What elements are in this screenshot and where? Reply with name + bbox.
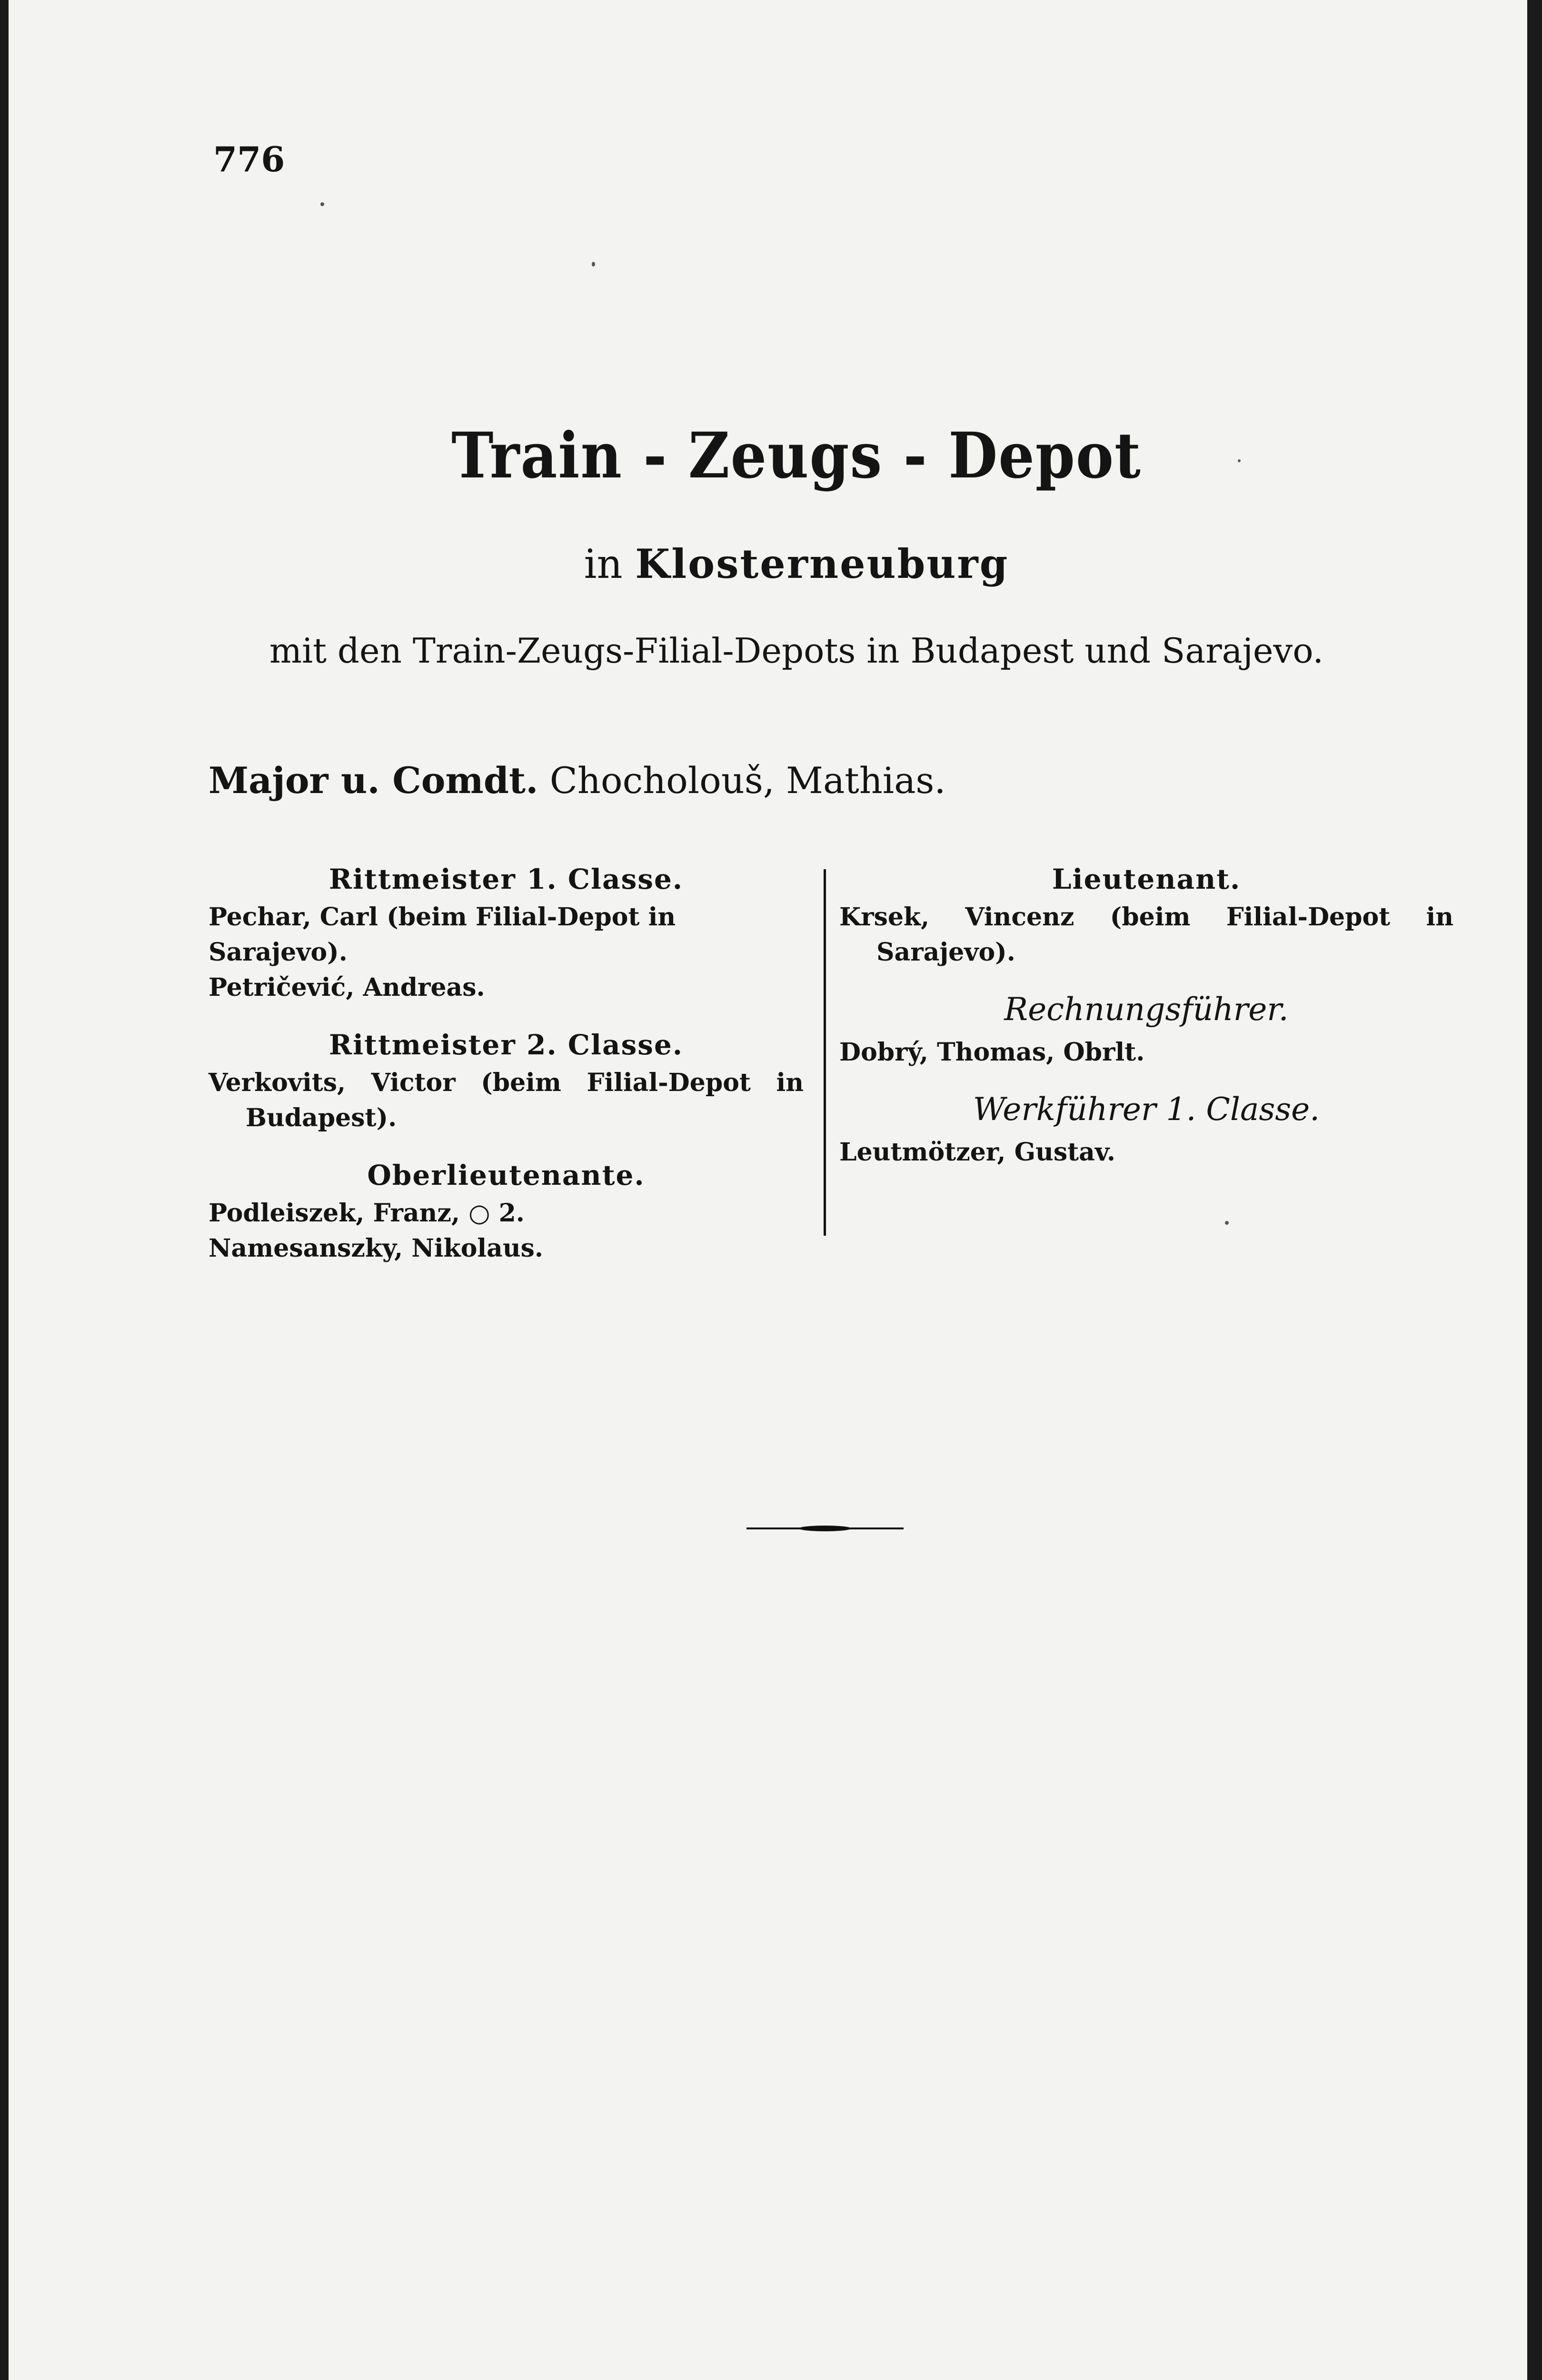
section-header: Rittmeister 2. Classe. [328,1029,684,1061]
list-item: Namesanszky, Nikolaus. [209,1234,544,1263]
page-number: 776 [213,139,285,179]
document-page [9,0,1527,2380]
speck-mark [1225,1221,1229,1225]
left-column [209,862,804,1266]
speck-mark [592,262,595,267]
subtitle-prefix: in [584,541,623,587]
list-item: Podleiszek, Franz, ○ 2. [209,1199,525,1228]
page-title: Train - Zeugs - Depot [451,419,1142,493]
commander-name: Chocholouš, Mathias. [549,759,946,802]
list-item: Petričević, Andreas. [209,973,485,1002]
list-item: Krsek, Vincenz (beim Filial-Depot in Sarajevo). [839,902,1453,967]
section-header: Rechnungsführer. [1004,991,1289,1028]
commander-rank: Major u. Comdt. [209,759,538,802]
commander-line [209,759,946,802]
list-item: Leutmötzer, Gustav. [839,1138,1115,1167]
list-item: Dobrý, Thomas, Obrlt. [839,1038,1145,1067]
ornament-divider-icon [746,1523,904,1534]
section-header: Lieutenant. [1052,863,1241,895]
depot-description: mit den Train-Zeugs-Filial-Depots in Budapest und Sarajevo. [269,631,1324,671]
list-item: Pechar, Carl (beim Filial-Depot in Sarajevo). [209,902,676,967]
speck-mark [320,202,324,206]
column-divider [824,869,826,1236]
subtitle-place: Klosterneuburg [635,540,1009,587]
section-header: Oberlieutenante. [367,1159,645,1191]
right-column [839,862,1453,1170]
section-header: Werkführer 1. Classe. [973,1091,1320,1128]
speck-mark [1238,459,1241,462]
list-item: Verkovits, Victor (beim Filial-Depot in Budapest). [209,1068,804,1132]
subtitle [9,540,1527,587]
section-header: Rittmeister 1. Classe. [328,863,684,895]
